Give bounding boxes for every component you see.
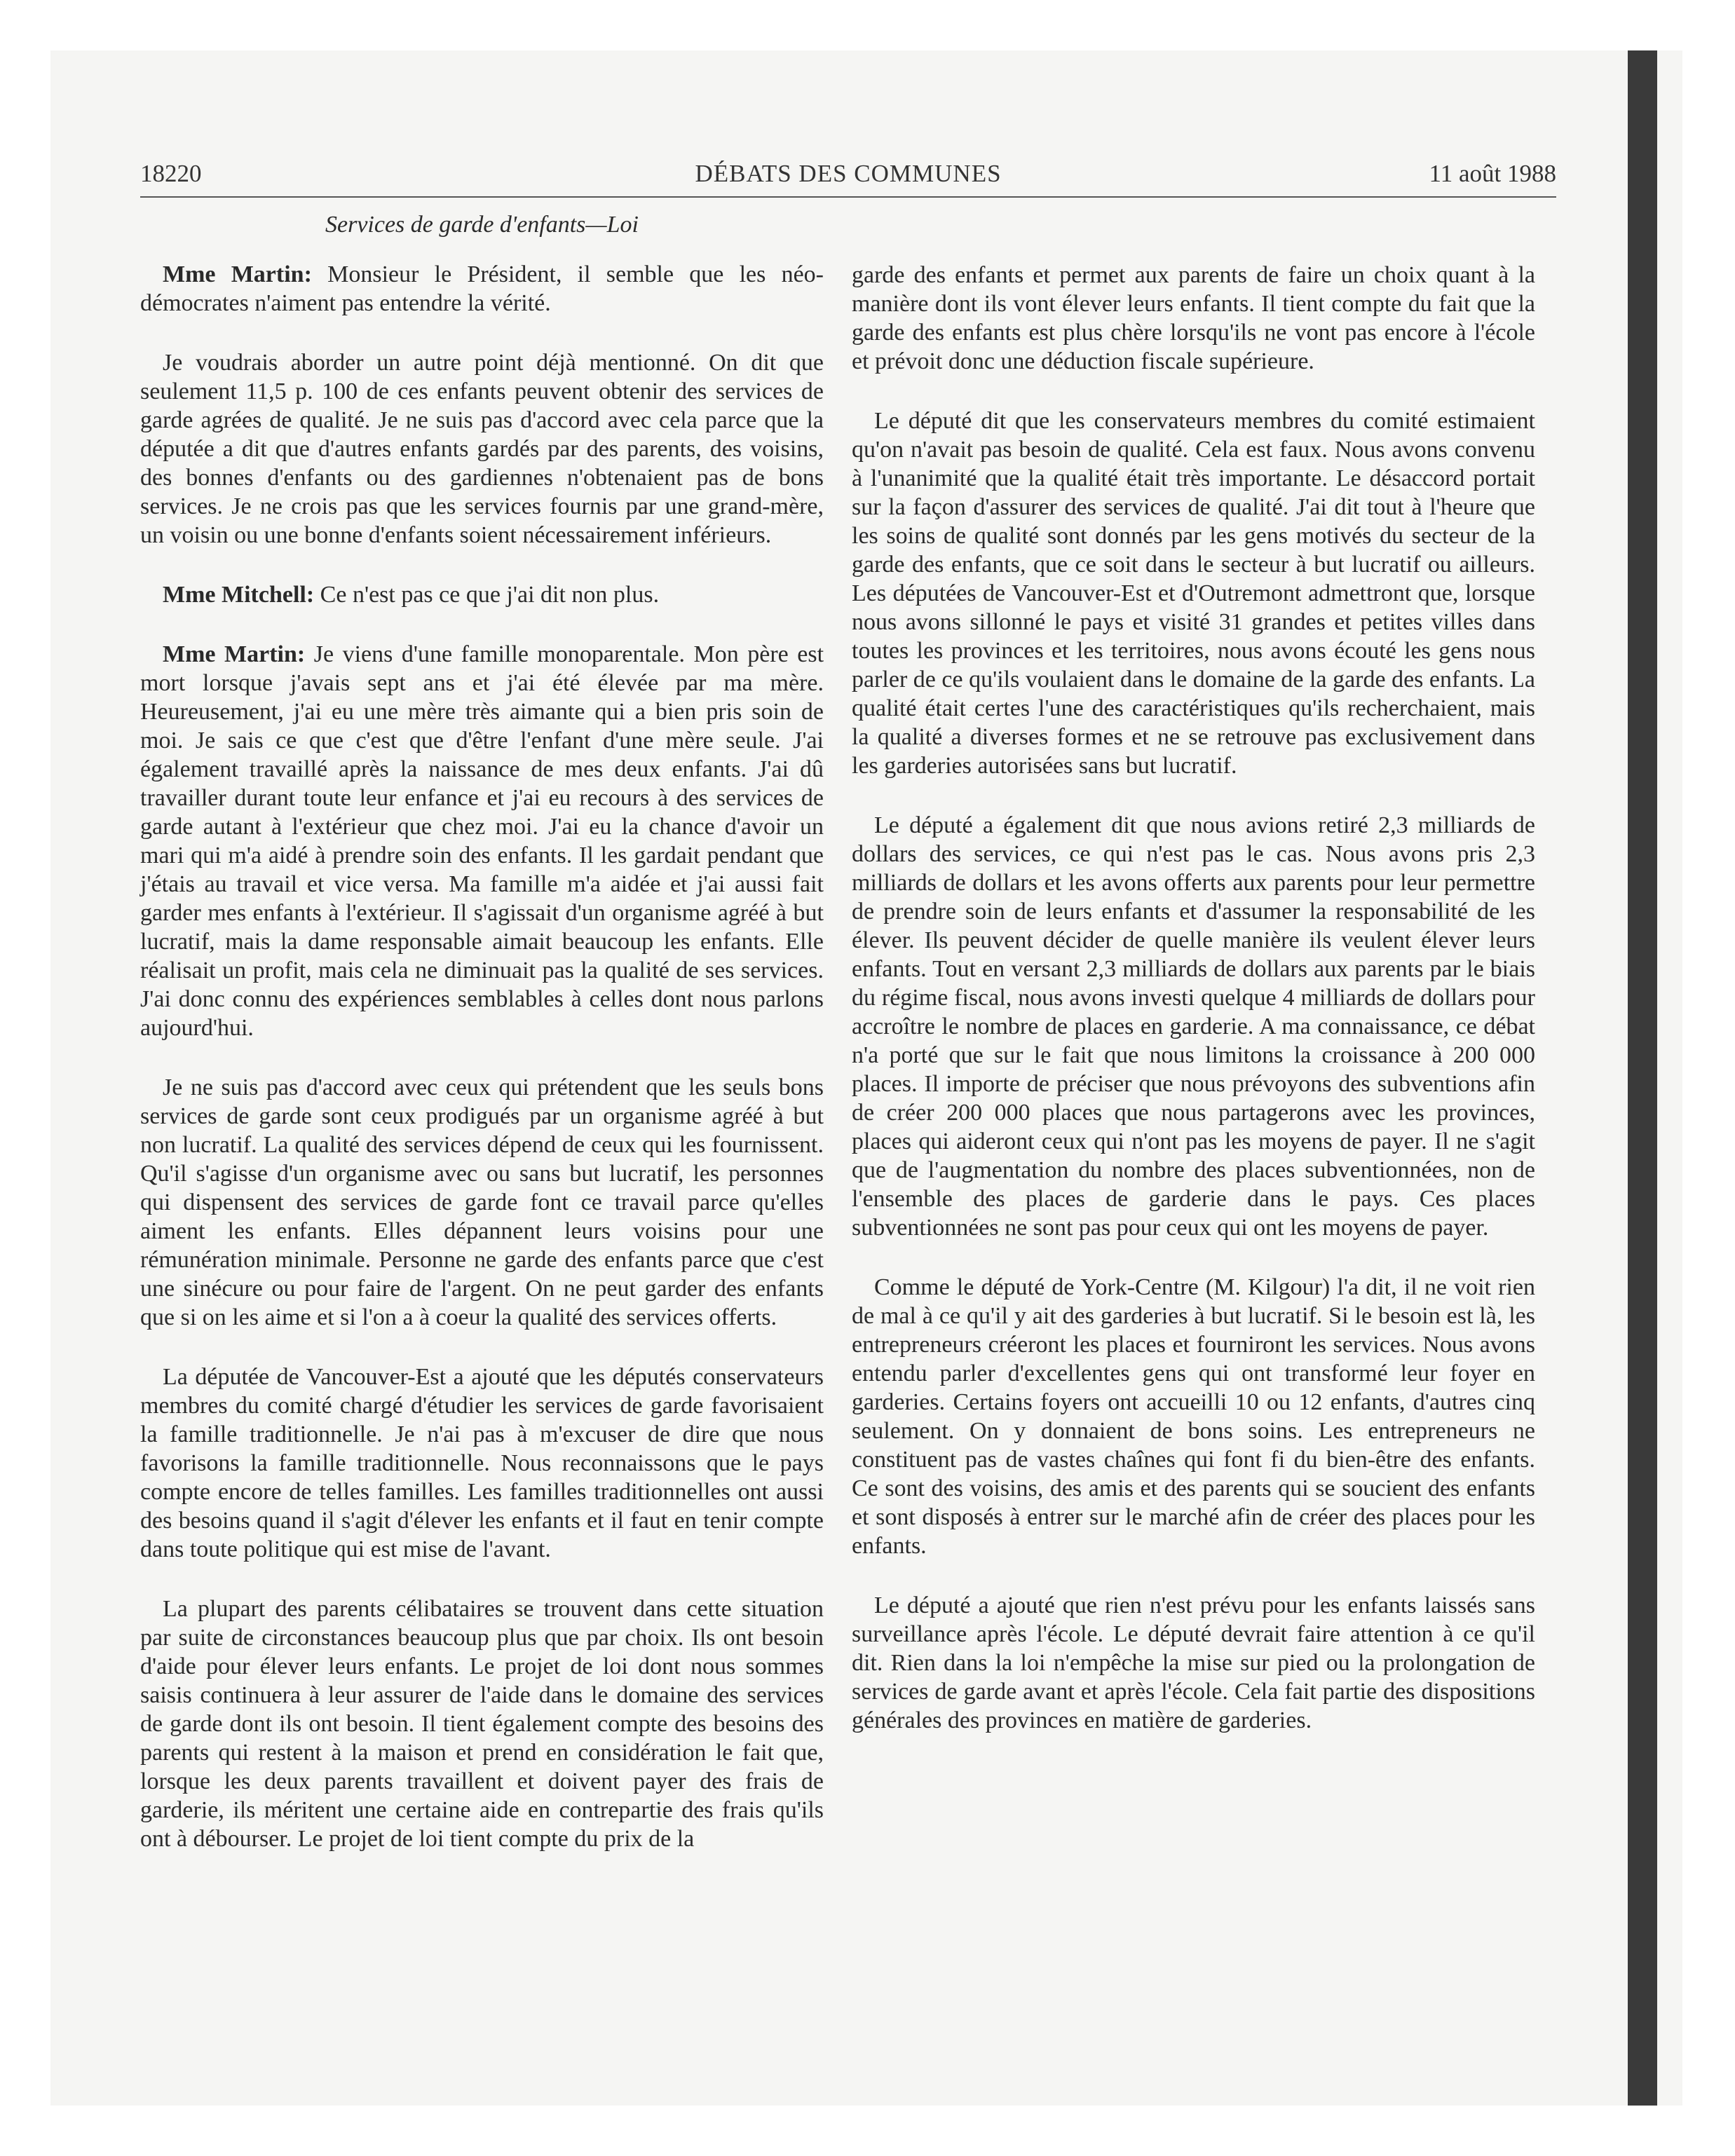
running-title: DÉBATS DES COMMUNES bbox=[695, 160, 1002, 187]
paragraph bbox=[140, 1595, 824, 1853]
paragraph-text: Le député dit que les conservateurs membres du comité estimaient qu'on n'avait pas besoin de qualité. Cela est faux. Nous avons convenu à l'unanimité que la qualité était très importante. Le désaccord portait sur la façon d'assurer des services de qualité. J'ai dit tout à l'heure que les soins de qualité sont donnés par les gens motivés du secteur de la garde des enfants, que ce soit dans le secteur à but lucratif ou ailleurs. Les députées de Vancouver-Est et d'Outremont admettront que, lorsque nous avons sillonné le pays et visité 31 grandes et petites villes dans toutes les provinces et les territoires, nous avons écouté les gens nous parler de ce qu'ils voulaient dans le domaine de la garde des enfants. La qualité était certes l'une des caractéristiques qu'ils recherchaient, mais la qualité a diverses formes et ne se retrouve pas exclusivement dans les garderies autorisées sans but lucratif. bbox=[852, 408, 1535, 779]
paragraph bbox=[140, 1363, 824, 1564]
speaker-name: Mme Martin: bbox=[163, 261, 312, 287]
paragraph-text: Je viens d'une famille monoparentale. Mon père est mort lorsque j'avais sept ans et j'ai été élevée par ma mère. Heureusement, j'ai eu une mère très aimante qui a bien pris soin de moi. Je sais ce que c'est que d'être l'enfant d'une mère seule. J'ai également travaillé après la naissance de mes deux enfants. J'ai dû travailler durant toute leur enfance et j'ai eu recours à des services de garde autant à l'extérieur que chez moi. J'ai eu la chance d'avoir un mari qui m'a aidé à prendre soin des enfants. Il les gardait pendant que j'étais au travail et vice versa. Ma famille m'a aidée et j'ai aussi fait garder mes enfants à l'extérieur. Il s'agissait d'un organisme agréé à but lucratif, mais la dame responsable aimait beaucoup les enfants. Elle réalisait un profit, mais cela ne diminuait pas la qualité de ses services. J'ai donc connu des expériences semblables à celles dont nous parlons aujourd'hui. bbox=[140, 641, 824, 1041]
paragraph-text: Comme le député de York-Centre (M. Kilgour) l'a dit, il ne voit rien de mal à ce qu'il y ait des garderies à but lucratif. Si le besoin est là, les entrepreneurs créeront les places et fourniront les services. Nous avons entendu parler d'excellentes gens qui ont transformé leur foyer en garderies. Certains foyers ont accueilli 10 ou 12 enfants, d'autres cinq seulement. On y donnaient de bons soins. Les entrepreneurs ne constituent pas de vastes chaînes qui font fi du bien-être des enfants. Ce sont des voisins, des amis et des parents qui se soucient des enfants et sont disposés à entrer sur le marché afin de créer des places pour les enfants. bbox=[852, 1274, 1535, 1559]
paragraph bbox=[852, 407, 1535, 780]
paragraph bbox=[852, 261, 1535, 376]
paragraph bbox=[852, 811, 1535, 1242]
paragraph-text: Ce n'est pas ce que j'ai dit non plus. bbox=[320, 582, 660, 608]
paragraph-text: La plupart des parents célibataires se trouvent dans cette situation par suite de circonstances beaucoup plus que par choix. Ils ont besoin d'aide pour élever leurs enfants. Le projet de loi dont nous sommes saisis continuera à leur assurer de l'aide dans le domaine des services de garde dont ils ont besoin. Il tient également compte des besoins des parents qui restent à la maison et prend en considération le fait que, lorsque les deux parents travaillent et doivent payer des frais de garderie, ils méritent une certaine aide en contrepartie des frais qu'ils ont à débourser. Le projet de loi tient compte du prix de la bbox=[140, 1596, 824, 1852]
paragraph-text: garde des enfants et permet aux parents de faire un choix quant à la manière dont ils vont élever leurs enfants. Il tient compte du fait que la garde des enfants est plus chère lorsqu'ils ne vont pas encore à l'école et prévoit donc une déduction fiscale supérieure. bbox=[852, 262, 1535, 374]
paragraph bbox=[852, 1273, 1535, 1560]
paragraph bbox=[140, 580, 824, 609]
paragraph-text: Je voudrais aborder un autre point déjà mentionné. On dit que seulement 11,5 p. 100 de ces enfants peuvent obtenir des services de garde agrées de qualité. Je ne suis pas d'accord avec cela parce que la députée a dit que d'autres enfants gardés par des parents, des voisins, des bonnes d'enfants ou des gardiennes n'obtenaient pas de bons services. Je ne crois pas que les services fournis par une grand-mère, un voisin ou une bonne d'enfants soient nécessairement inférieurs. bbox=[140, 350, 824, 548]
paragraph-text: Le député a également dit que nous avions retiré 2,3 milliards de dollars des services, ce qui n'est pas le cas. Nous avons pris 2,3 milliards de dollars et les avons offerts aux parents pour leur permettre de prendre soin de leurs enfants et d'assumer la responsabilité de les élever. Ils peuvent décider de quelle manière ils veulent élever leurs enfants. Tout en versant 2,3 milliards de dollars aux parents par le biais du régime fiscal, nous avons investi quelque 4 milliards de dollars pour accroître le nombre de places en garderie. A ma connaissance, ce débat n'a porté que sur le fait que nous limitons la croissance à 200 000 places. Il importe de préciser que nous prévoyons des subventions afin de créer 200 000 places que nous partagerons avec les provinces, places qui aideront ceux qui n'ont pas les moyens de payer. Il ne s'agit que de l'augmentation du nombre des places subventionnées, non de l'ensemble des places de garderie dans le pays. Ces places subventionnées ne sont pas pour ceux qui ont les moyens de payer. bbox=[852, 812, 1535, 1241]
paragraph bbox=[852, 1591, 1535, 1735]
paragraph bbox=[140, 348, 824, 550]
left-column bbox=[140, 210, 824, 1884]
scan-edge-shadow bbox=[1628, 50, 1657, 2106]
paragraph bbox=[140, 260, 824, 318]
page-header bbox=[140, 160, 1556, 196]
paragraph bbox=[140, 1073, 824, 1332]
paragraph-text: Je ne suis pas d'accord avec ceux qui prétendent que les seuls bons services de garde sont ceux prodigués par un organisme agréé à but non lucratif. La qualité des services dépend de ceux qui les fournissent. Qu'il s'agisse d'un organisme avec ou sans but lucratif, les personnes qui dispensent des services de garde font ce travail parce qu'elles aiment les enfants. Elles dépannent leurs voisins pour une rémunération minimale. Personne ne garde des enfants parce que c'est une sinécure ou pour faire de l'argent. On ne peut garder des enfants que si on les aime et si l'on a à coeur la qualité des services offerts. bbox=[140, 1074, 824, 1330]
section-subheading: Services de garde d'enfants—Loi bbox=[325, 212, 639, 238]
header-rule bbox=[140, 196, 1556, 198]
page-number: 18220 bbox=[140, 160, 202, 187]
paragraph bbox=[140, 640, 824, 1042]
speaker-name: Mme Mitchell: bbox=[163, 582, 315, 608]
right-column bbox=[852, 261, 1535, 1766]
page-date: 11 août 1988 bbox=[1429, 160, 1556, 187]
paragraph-text: Le député a ajouté que rien n'est prévu pour les enfants laissés sans surveillance après l'école. Le député devrait faire attention à ce qu'il dit. Rien dans la loi n'empêche la mise sur pied ou la prolongation de services de garde avant et après l'école. Cela fait partie des dispositions générales des provinces en matière de garderies. bbox=[852, 1592, 1535, 1733]
speaker-name: Mme Martin: bbox=[163, 641, 306, 667]
paragraph-text: Monsieur le Président, il semble que les néo-démocrates n'aiment pas entendre la vérité. bbox=[140, 261, 824, 316]
paragraph-text: La députée de Vancouver-Est a ajouté que les députés conservateurs membres du comité chargé d'étudier les services de garde favorisaient la famille traditionnelle. Je n'ai pas à m'excuser de dire que nous favorisons la famille traditionnelle. Nous reconnaissons que le pays compte encore de telles familles. Les familles traditionnelles ont aussi des besoins quand il s'agit d'élever les enfants et il faut en tenir compte dans toute politique qui est mise de l'avant. bbox=[140, 1364, 824, 1562]
